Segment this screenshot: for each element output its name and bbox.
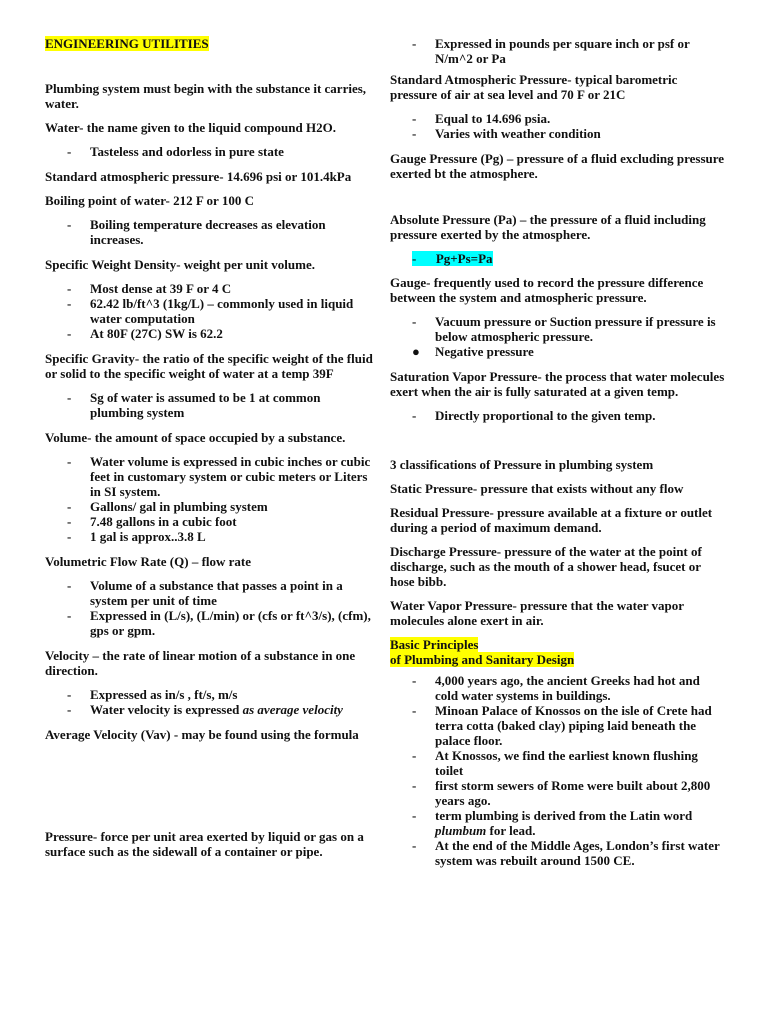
dash-marker: - [67, 514, 72, 529]
list-item: - Most dense at 39 F or 4 C [67, 281, 232, 296]
list-item: - Minoan Palace of Knossos on the isle of Crete had terra cotta (baked clay) piping laid beneath the palace floor. [412, 703, 712, 748]
dash-marker: - [67, 296, 72, 311]
list-item: - Equal to 14.696 psia. [412, 111, 551, 126]
dash-marker: - [67, 578, 72, 593]
para-standard-atm-pressure: Standard Atmospheric Pressure- typical barometric pressure of air at sea level and 70 F or 21C [390, 72, 678, 102]
para-residual-pressure: Residual Pressure- pressure available at a fixture or outlet during a period of maximum demand. [390, 505, 713, 535]
list-pressure-units [390, 36, 725, 66]
dash-marker: - [412, 748, 417, 763]
para-gauge-pressure: Gauge Pressure (Pg) – pressure of a fluid excluding pressure exerted bt the atmosphere. [390, 151, 725, 181]
list-velocity [45, 687, 375, 717]
list-item: - first storm sewers of Rome were built about 2,800 years ago. [412, 778, 711, 808]
list-item: - Vacuum pressure or Suction pressure if pressure is below atmospheric pressure. [412, 314, 716, 344]
list-item: - Expressed as in/s , ft/s, m/s [67, 687, 238, 702]
dash-marker: - [67, 326, 72, 341]
list-gauge [390, 314, 725, 344]
dash-marker: - [412, 673, 417, 688]
list-item: - Expressed in (L/s), (L/min) or (cfs or ft^3/s), (cfm), gps or gpm. [67, 608, 371, 638]
document-title: ENGINEERING UTILITIES [45, 36, 209, 51]
para-water: Water- the name given to the liquid compound H2O. [45, 120, 336, 135]
section-heading-line2: of Plumbing and Sanitary Design [390, 652, 575, 667]
list-history [390, 673, 725, 808]
para-specific-weight: Specific Weight Density- weight per unit volume. [45, 257, 315, 272]
para-water-vapor-pressure: Water Vapor Pressure- pressure that the water vapor molecules alone exert in air. [390, 598, 684, 628]
list-item: - 62.42 lb/ft^3 (1kg/L) – commonly used in liquid water computation [67, 296, 354, 326]
para-gauge: Gauge- frequently used to record the pressure difference between the system and atmospheric pressure. [390, 275, 704, 305]
list-item: - Boiling temperature decreases as elevation increases. [67, 217, 326, 247]
list-item: - 4,000 years ago, the ancient Greeks had hot and cold water systems in buildings. [412, 673, 700, 703]
list-item: - Directly proportional to the given temp. [412, 408, 656, 423]
list-item: - At 80F (27C) SW is 62.2 [67, 326, 223, 341]
list-specific-gravity [45, 390, 375, 420]
para-standard-atm: Standard atmospheric pressure- 14.696 psi or 101.4kPa [45, 169, 352, 184]
list-item: - Gallons/ gal in plumbing system [67, 499, 268, 514]
dash-marker: - [67, 529, 72, 544]
para-absolute-pressure: Absolute Pressure (Pa) – the pressure of a fluid including pressure exerted by the atmosphere. [390, 212, 706, 242]
dash-marker: - [412, 778, 417, 793]
list-specific-weight [45, 281, 375, 341]
dash-marker: - [412, 408, 417, 423]
para-discharge-pressure: Discharge Pressure- pressure of the water at the point of discharge, such as the mouth of a shower head, fsucet or hose bibb. [390, 544, 702, 589]
para-average-velocity: Average Velocity (Vav) - may be found using the formula [45, 727, 359, 742]
list-history-plumbum [390, 808, 725, 838]
list-item: - At the end of the Middle Ages, London’s first water system was rebuilt around 1500 CE. [412, 838, 720, 868]
para-plumbing-system: Plumbing system must begin with the substance it carries, water. [45, 81, 367, 111]
list-water [45, 144, 375, 159]
list-item: - Water volume is expressed in cubic inches or cubic feet in customary system or cubic meters or Liters in SI system. [67, 454, 371, 499]
list-flow-rate [45, 578, 375, 638]
list-item: - At Knossos, we find the earliest known flushing toilet [412, 748, 698, 778]
list-item: - Tasteless and odorless in pure state [67, 144, 284, 159]
list-gauge-bullets [390, 344, 725, 359]
list-item: - 1 gal is approx..3.8 L [67, 529, 206, 544]
pressure-formula: - Pg+Ps=Pa [412, 251, 493, 266]
list-history-london [390, 838, 725, 868]
list-item: - Sg of water is assumed to be 1 at common plumbing system [67, 390, 321, 420]
list-item: - term plumbing is derived from the Latin word plumbum for lead. [412, 808, 693, 838]
right-column [390, 36, 725, 878]
para-flow-rate: Volumetric Flow Rate (Q) – flow rate [45, 554, 252, 569]
dash-marker: - [412, 111, 417, 126]
section-heading-line1: Basic Principles [390, 637, 479, 652]
dash-marker: - [67, 608, 72, 623]
dash-marker: - [412, 703, 417, 718]
list-volume [45, 454, 375, 544]
list-item: - Expressed in pounds per square inch or psf or N/m^2 or Pa [412, 36, 690, 66]
dash-marker: - [412, 126, 417, 141]
dash-marker: - [67, 217, 72, 232]
para-saturation-vapor: Saturation Vapor Pressure- the process that water molecules exert when the air is fully saturated at a given temp. [390, 369, 725, 399]
para-volume: Volume- the amount of space occupied by a substance. [45, 430, 346, 445]
dash-marker: - [67, 499, 72, 514]
list-item: - Varies with weather condition [412, 126, 601, 141]
list-item: ● Negative pressure [412, 344, 534, 359]
dash-marker: - [67, 702, 72, 717]
dash-marker: - [67, 144, 72, 159]
para-pressure: Pressure- force per unit area exerted by liquid or gas on a surface such as the sidewall of a container or pipe. [45, 829, 364, 859]
list-item: - 7.48 gallons in a cubic foot [67, 514, 237, 529]
para-static-pressure: Static Pressure- pressure that exists without any flow [390, 481, 684, 496]
dash-marker: - [412, 838, 417, 853]
left-column [45, 36, 375, 868]
list-item: - Volume of a substance that passes a point in a system per unit of time [67, 578, 343, 608]
para-specific-gravity: Specific Gravity- the ratio of the specific weight of the fluid or solid to the specific weight of water at a temp 39F [45, 351, 373, 381]
dash-marker: - [412, 808, 417, 823]
dash-marker: - [67, 390, 72, 405]
dash-marker: - [67, 454, 72, 469]
dash-marker: - [412, 36, 417, 51]
list-boiling [45, 217, 375, 247]
dash-marker: - [67, 281, 72, 296]
dash-marker: - [412, 314, 417, 329]
list-saturation [390, 408, 725, 423]
list-standard-atm [390, 111, 725, 141]
list-item: - Water velocity is expressed as average velocity [67, 702, 343, 717]
dash-marker: - [67, 687, 72, 702]
bullet-marker: ● [412, 344, 420, 359]
para-velocity: Velocity – the rate of linear motion of a substance in one direction. [45, 648, 356, 678]
para-classifications: 3 classifications of Pressure in plumbing system [390, 457, 654, 472]
para-boiling-point: Boiling point of water- 212 F or 100 C [45, 193, 254, 208]
